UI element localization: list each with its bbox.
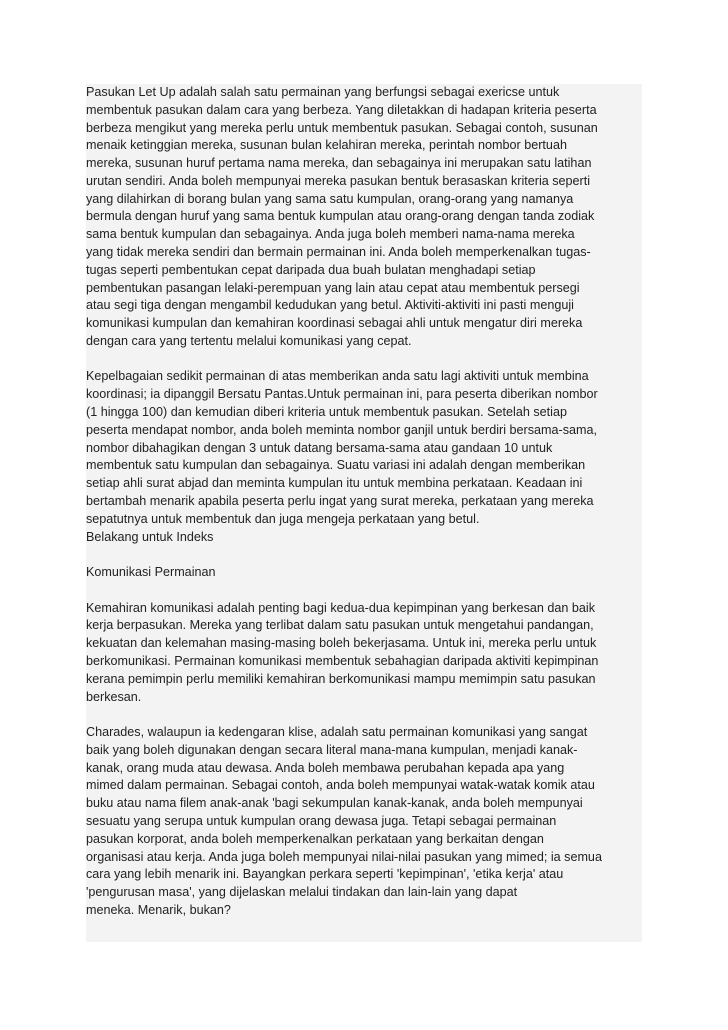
paragraph-charades: Charades, walaupun ia kedengaran klise, adalah satu permainan komunikasi yang sangat baik yang boleh digunakan dengan secara literal mana-mana kumpulan, menjadi kanak- kanak, orang muda atau dewasa. Anda boleh membawa perubahan kepada apa yang mimed dalam permainan. Sebagai contoh, anda boleh mempunyai watak-watak komik atau buku atau nama filem anak-anak 'bagi sekumpulan kanak-kanak, anda boleh mempunyai sesuatu yang serupa untuk kumpulan orang dewasa juga. Tetapi sebagai permainan pasukan korporat, anda boleh memperkenalkan perkataan yang berkaitan dengan organisasi atau kerja. Anda juga boleh mempunyai nilai-nilai pasukan yang mimed; ia semua cara yang lebih menarik ini. Bayangkan perkara seperti 'kepimpinan', 'etika kerja' atau 'pengurusan masa', yang dijelaskan melalui tindakan dan lain-lain yang dapat meneka. Menarik, bukan? <box>86 725 602 917</box>
paragraph-kemahiran-komunikasi: Kemahiran komunikasi adalah penting bagi kedua-dua kepimpinan yang berkesan dan baik kerja berpasukan. Mereka yang terlibat dalam satu pasukan untuk mengetahui pandangan, kekuatan dan kelemahan masing-masing boleh bekerjasama. Untuk ini, mereka perlu untuk berkomunikasi. Permainan komunikasi membentuk sebahagian daripada aktiviti kepimpinan kerana pemimpin perlu memiliki kemahiran berkomunikasi mampu memimpin satu pasukan berkesan. <box>86 600 599 704</box>
document-page <box>86 84 642 942</box>
paragraph-bersatu-pantas: Kepelbagaian sedikit permainan di atas memberikan anda satu lagi aktiviti untuk membina koordinasi; ia dipanggil Bersatu Pantas.Untuk permainan ini, para peserta diberikan nombor (1 hingga 100) dan kemudian diberi kriteria untuk membentuk pasukan. Setelah setiap peserta mendapat nombor, anda boleh meminta nombor ganjil untuk berdiri bersama-sama, nombor dibahagikan dengan 3 untuk datang bersama-sama atau gandaan 10 untuk membentuk satu kumpulan dan sebagainya. Suatu variasi ini adalah dengan memberikan setiap ahli surat abjad dan meminta kumpulan itu untuk membina perkataan. Keadaan ini bertambah menarik apabila peserta perlu ingat yang surat mereka, perkataan yang mereka sepatutnya untuk membentuk dan juga mengeja perkataan yang betul. Belakang untuk Indeks <box>86 369 598 544</box>
paragraph-spacer <box>86 706 642 724</box>
paragraph-spacer <box>86 546 642 564</box>
paragraph-let-up: Pasukan Let Up adalah salah satu permainan yang berfungsi sebagai exericse untuk membentuk pasukan dalam cara yang berbeza. Yang diletakkan di hadapan kriteria peserta berbeza mengikut yang mereka perlu untuk membentuk pasukan. Sebagai contoh, susunan menaik ketinggian mereka, susunan bulan kelahiran mereka, perintah nombor bertuah mereka, susunan huruf pertama nama mereka, dan sebagainya ini merupakan satu latihan urutan sendiri. Anda boleh mempunyai mereka pasukan bentuk berasaskan kriteria seperti yang dilahirkan di borang bulan yang sama satu kumpulan, orang-orang yang namanya bermula dengan huruf yang sama bentuk kumpulan atau orang-orang dengan tanda zodiak sama bentuk kumpulan dan sebagainya. Anda juga boleh memberi nama-nama mereka yang tidak mereka sendiri dan bermain permainan ini. Anda boleh memperkenalkan tugas- tugas seperti pembentukan cepat daripada dua buah bulatan menghadapi setiap pembentukan pasangan lelaki-perempuan yang lain atau cepat atau membentuk persegi atau segi tiga dengan mengambil kedudukan yang betul. Aktiviti-aktiviti ini pasti menguji komunikasi kumpulan dan kemahiran koordinasi sebagai ahli untuk mengatur diri mereka dengan cara yang tertentu melalui komunikasi yang cepat. <box>86 85 598 348</box>
paragraph-spacer <box>86 351 642 369</box>
section-heading-komunikasi: Komunikasi Permainan <box>86 565 216 580</box>
paragraph-spacer <box>86 582 642 600</box>
